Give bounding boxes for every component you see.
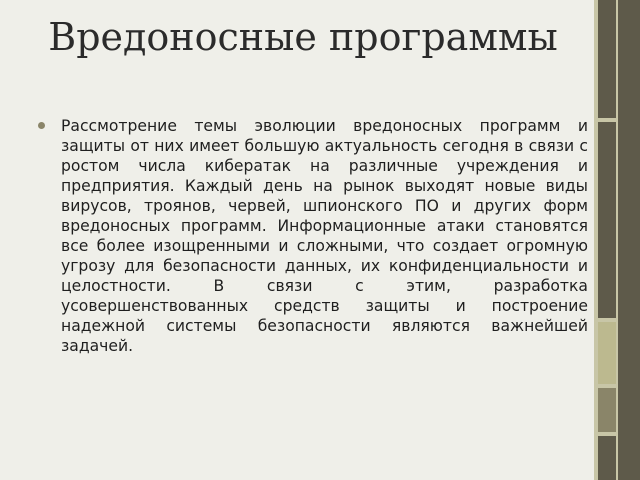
side-strip xyxy=(598,322,616,384)
side-decoration-dark xyxy=(618,0,640,480)
side-strip xyxy=(598,436,616,480)
slide-content xyxy=(40,116,588,356)
side-strip xyxy=(598,0,616,118)
side-strip xyxy=(598,388,616,432)
bullet-paragraph: Рассмотрение темы эволюции вредоносных программ и защиты от них имеет большую актуальность сегодня в связи с ростом числа кибератак на различные учреждения и предприятия. Каждый день на рынок выходят новые виды вирусов, троянов, червей, шпионского ПО и других форм вредоносных программ. Информационные атаки становятся все более изощренными и сложными, что создает огромную угрозу для безопасности данных, их конфиденциальности и целостности. В связи с этим, разработка усовершенствованных средств защиты и построение надежной системы безопасности являются важнейшей задачей. xyxy=(61,117,588,355)
slide-title: Вредоносные программы xyxy=(48,15,558,59)
bullet-icon xyxy=(38,122,45,129)
side-strip xyxy=(598,122,616,318)
